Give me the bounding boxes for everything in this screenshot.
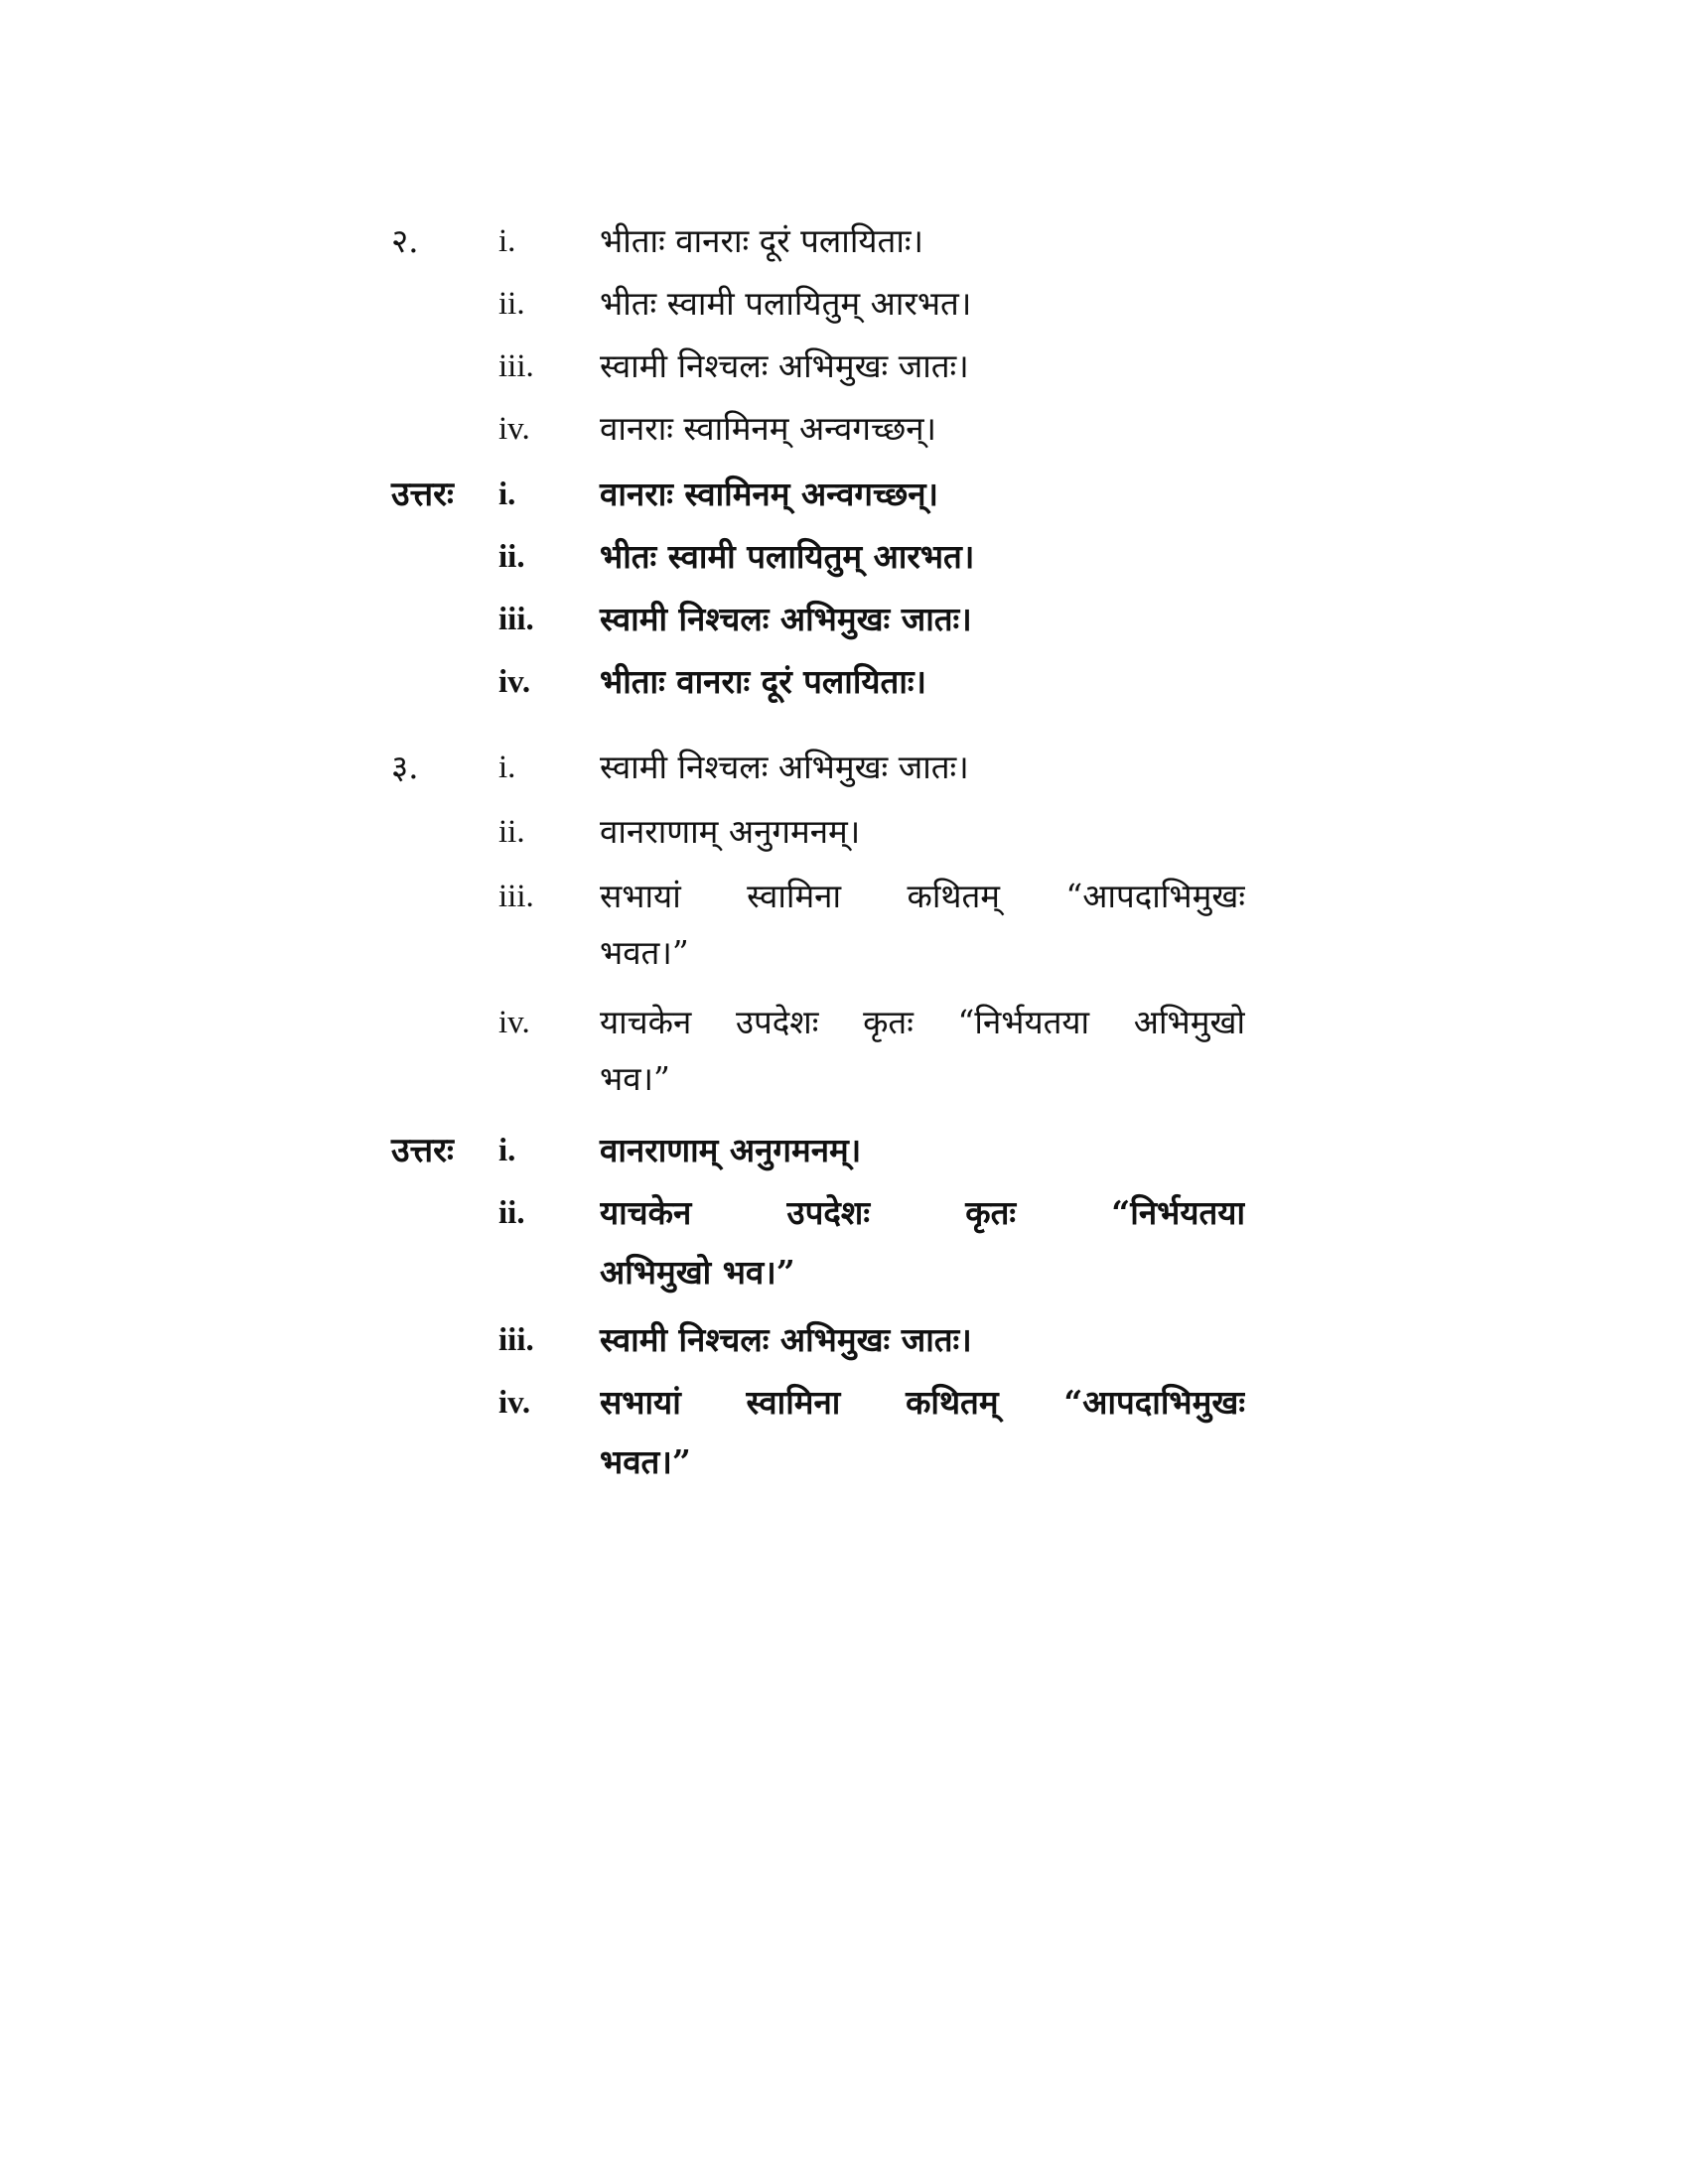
item-numeral: iv. [498,664,531,700]
question-3-item-3 [0,872,1688,921]
item-text: वानराः स्वामिनम् अन्वगच्छन्। [600,409,937,448]
answer-3-item-4 [0,1378,1688,1428]
item-numeral: iii. [498,1322,534,1358]
question-number: २. [391,221,419,260]
question-3-item-4-continued [0,1054,1688,1104]
item-text: स्वामी निश्चलः अभिमुखः जातः। [600,346,969,385]
question-3-item-4 [0,998,1688,1047]
question-2-item-3 [0,341,1688,391]
item-numeral: i. [498,223,516,259]
answer-3-item-3 [0,1315,1688,1365]
item-text: भीतः स्वामी पलायितुम् आरभत। [600,537,975,576]
item-numeral: iii. [498,602,534,637]
item-text: स्वामी निश्चलः अभिमुखः जातः। [600,600,972,638]
answer-3-item-2-continued [0,1248,1688,1297]
item-numeral: iv. [498,1385,531,1421]
item-numeral: i. [498,750,516,785]
item-text: भीताः वानराः दूरं पलायिताः। [600,221,924,260]
answer-3-item-1 [0,1126,1688,1175]
item-numeral: ii. [498,539,525,575]
question-number: ३. [391,748,419,786]
question-3-item-2 [0,807,1688,857]
answer-3-item-4-continued [0,1437,1688,1487]
question-2-item-2 [0,279,1688,329]
answer-label: उत्तरः [391,475,454,514]
answer-3-item-2 [0,1188,1688,1238]
answer-2-item-2 [0,532,1688,582]
item-numeral: i. [498,1133,516,1168]
item-numeral: iii. [498,879,534,914]
item-text-line-1: याचकेन उपदेशः कृतः “निर्भयतया [600,1193,1245,1232]
answer-2-item-4 [0,657,1688,707]
question-2-item-1 [0,216,1688,266]
item-text: भीताः वानराः दूरं पलायिताः। [600,662,927,701]
question-3-item-1 [0,743,1688,792]
question-2-item-4 [0,404,1688,454]
answer-label: उत्तरः [391,1131,454,1170]
question-3-item-3-continued [0,928,1688,978]
item-numeral: ii. [498,286,525,322]
item-text-line-1: याचकेन उपदेशः कृतः “निर्भयतया अभिमुखो [600,1003,1245,1041]
answer-2-item-3 [0,595,1688,644]
item-text-line-1: सभायां स्वामिना कथितम् “आपदाभिमुखः [600,877,1245,915]
item-text-line-2: अभिमुखो भव।” [600,1253,795,1292]
item-text: वानराः स्वामिनम् अन्वगच्छन्। [600,475,939,513]
item-numeral: ii. [498,1195,525,1231]
item-text-line-1: सभायां स्वामिना कथितम् “आपदाभिमुखः [600,1383,1245,1422]
item-text: वानराणाम् अनुगमनम्। [600,812,861,851]
item-numeral: i. [498,477,516,512]
answer-2-item-1 [0,470,1688,519]
item-text-line-2: भव।” [600,1059,670,1098]
item-text: स्वामी निश्चलः अभिमुखः जातः। [600,748,969,786]
item-text: स्वामी निश्चलः अभिमुखः जातः। [600,1320,972,1359]
item-numeral: iv. [498,411,530,447]
item-numeral: iv. [498,1005,530,1040]
item-numeral: ii. [498,814,525,850]
item-text-line-2: भवत।” [600,1442,691,1481]
item-numeral: iii. [498,348,534,384]
item-text: वानराणाम् अनुगमनम्। [600,1131,862,1169]
item-text: भीतः स्वामी पलायितुम् आरभत। [600,284,972,323]
item-text-line-2: भवत।” [600,933,689,972]
